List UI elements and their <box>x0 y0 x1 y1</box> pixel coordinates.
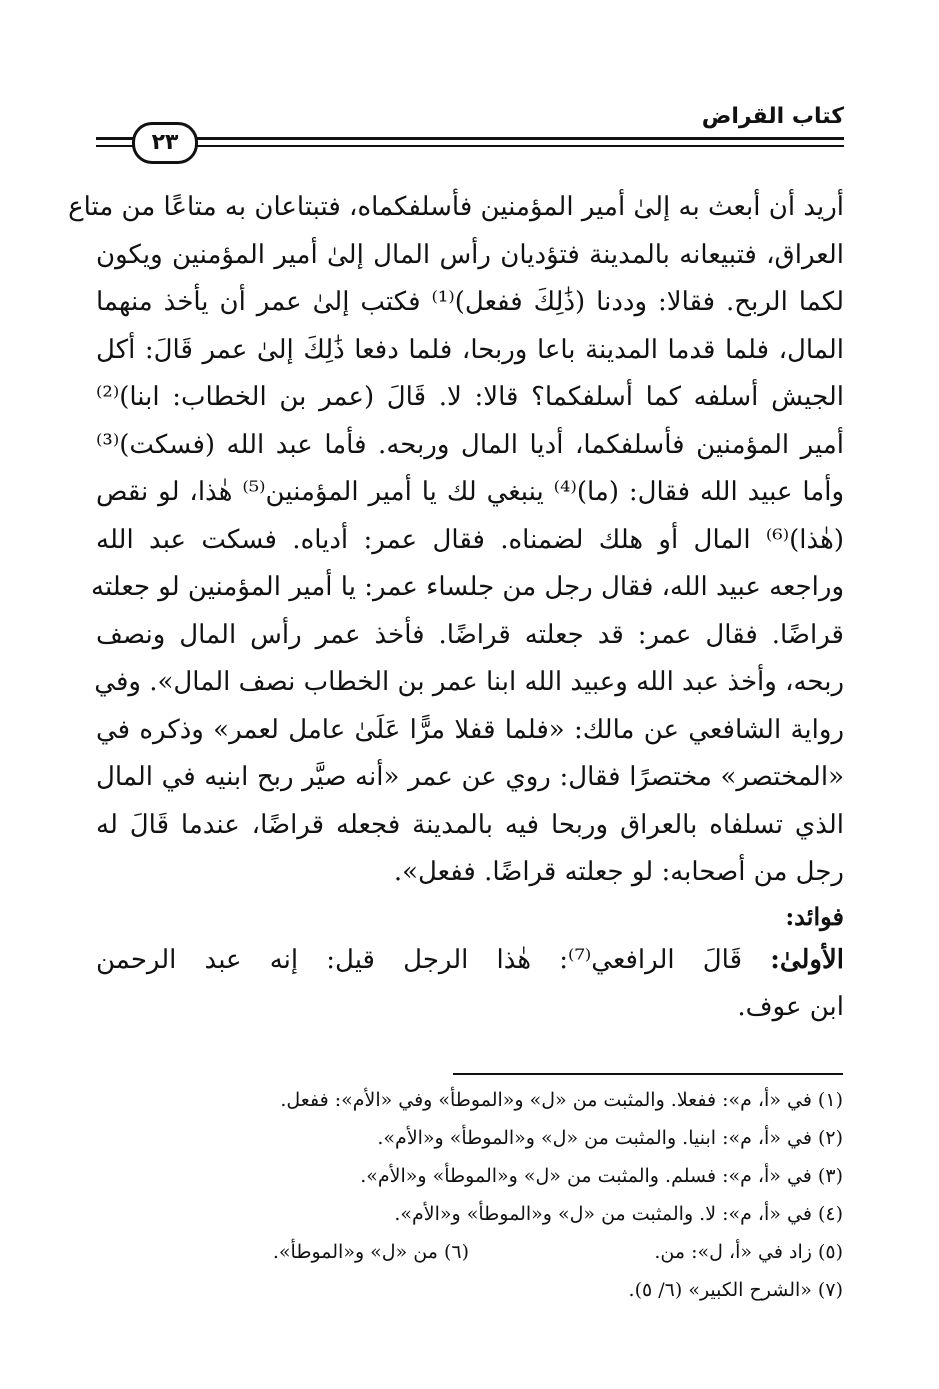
text-line: العراق، فتبيعانه بالمدينة فتؤديان رأس المال إلىٰ أمير المؤمنين ويكون <box>96 239 844 270</box>
text-line: رجل من أصحابه: لو جعلته قراضًا. ففعل». <box>393 857 844 887</box>
footnote: (٦) من «ل» و«الموطأ». <box>272 1241 469 1263</box>
text-line: الجيش أسلفه كما أسلفكما؟ قالا: لا. قَالَ (عمر بن الخطاب: ابنا)⁽²⁾ <box>96 382 844 412</box>
text-line: (هٰذا)⁽⁶⁾ المال أو هلك لضمناه. فقال عمر: أدياه. فسكت عبد الله <box>96 524 844 555</box>
footnotes <box>95 1081 843 1309</box>
page-number: ٢٣ <box>132 122 198 164</box>
first-benefit-text: قَالَ الرافعي⁽⁷⁾: هٰذا الرجل قيل: إنه عبد الرحمن <box>96 944 743 975</box>
page-header <box>96 104 844 160</box>
footnote: (٣) في «أ، م»: فسلم. والمثبت من «ل» و«الموطأ» و«الأم». <box>360 1165 843 1187</box>
footnote-pair <box>95 1233 843 1271</box>
footnote: (٧) «الشرح الكبير» (٦/ ٥). <box>628 1279 843 1301</box>
main-text <box>68 184 845 1032</box>
footnote: (٤) في «أ، م»: لا. والمثبت من «ل» و«الموطأ» و«الأم». <box>394 1203 843 1225</box>
text-line: رواية الشافعي عن مالك: «فلما قفلا مرًّا عَلَىٰ عامل لعمر» وذكره في <box>96 714 845 745</box>
text-line: لكما الربح. فقالا: وددنا (ذَٰلِكَ ففعل)⁽¹⁾ فكتب إلىٰ عمر أن يأخذ منهما <box>96 287 844 317</box>
text-line: «المختصر» مختصرًا فقال: روي عن عمر «أنه صيَّر ربح ابنيه في المال <box>96 762 844 792</box>
footnote: (٢) في «أ، م»: ابنيا. والمثبت من «ل» و«الموطأ» و«الأم». <box>377 1127 843 1149</box>
text-line: وراجعه عبيد الله، فقال رجل من جلساء عمر: يا أمير المؤمنين لو جعلته <box>91 572 844 602</box>
text-line: أمير المؤمنين فأسلفكما، أديا المال وربحه. فأما عبد الله (فسكت)⁽³⁾ <box>96 429 844 460</box>
text-line: المال، فلما قدما المدينة باعا وربحا، فلما دفعا ذَٰلِكَ إلىٰ عمر قَالَ: أكل <box>96 334 844 365</box>
text-line: أريد أن أبعث به إلىٰ أمير المؤمنين فأسلفكماه، فتبتاعان به متاعًا من متاع <box>68 192 844 222</box>
footnote: (١) في «أ، م»: ففعلا. والمثبت من «ل» و«الموطأ» وفي «الأم»: ففعل. <box>280 1089 843 1111</box>
header-rule-bottom <box>96 145 844 147</box>
footnote-separator <box>453 1073 843 1075</box>
text-line: قراضًا. فقال عمر: قد جعلته قراضًا. فأخذ عمر رأس المال ونصف <box>96 619 844 650</box>
first-benefit-line <box>96 937 844 985</box>
running-title: كتاب القراض <box>701 104 844 129</box>
header-rule-top <box>96 137 844 140</box>
section-heading: فوائد: <box>785 901 844 931</box>
text-line: ربحه، وأخذ عبد الله وعبيد الله ابنا عمر بن الخطاب نصف المال». وفي <box>94 667 844 697</box>
text-line: ابن عوف. <box>737 992 844 1022</box>
text-line: وأما عبيد الله فقال: (ما)⁽⁴⁾ ينبغي لك يا أمير المؤمنين⁽⁵⁾ هٰذا، لو نقص <box>96 477 844 507</box>
first-benefit-label: الأولىٰ: <box>770 944 845 975</box>
footnote: (٥) زاد في «أ، ل»: من. <box>654 1241 843 1263</box>
text-line: الذي تسلفاه بالعراق وربحا فيه بالمدينة فجعله قراضًا، عندما قَالَ له <box>96 809 844 840</box>
